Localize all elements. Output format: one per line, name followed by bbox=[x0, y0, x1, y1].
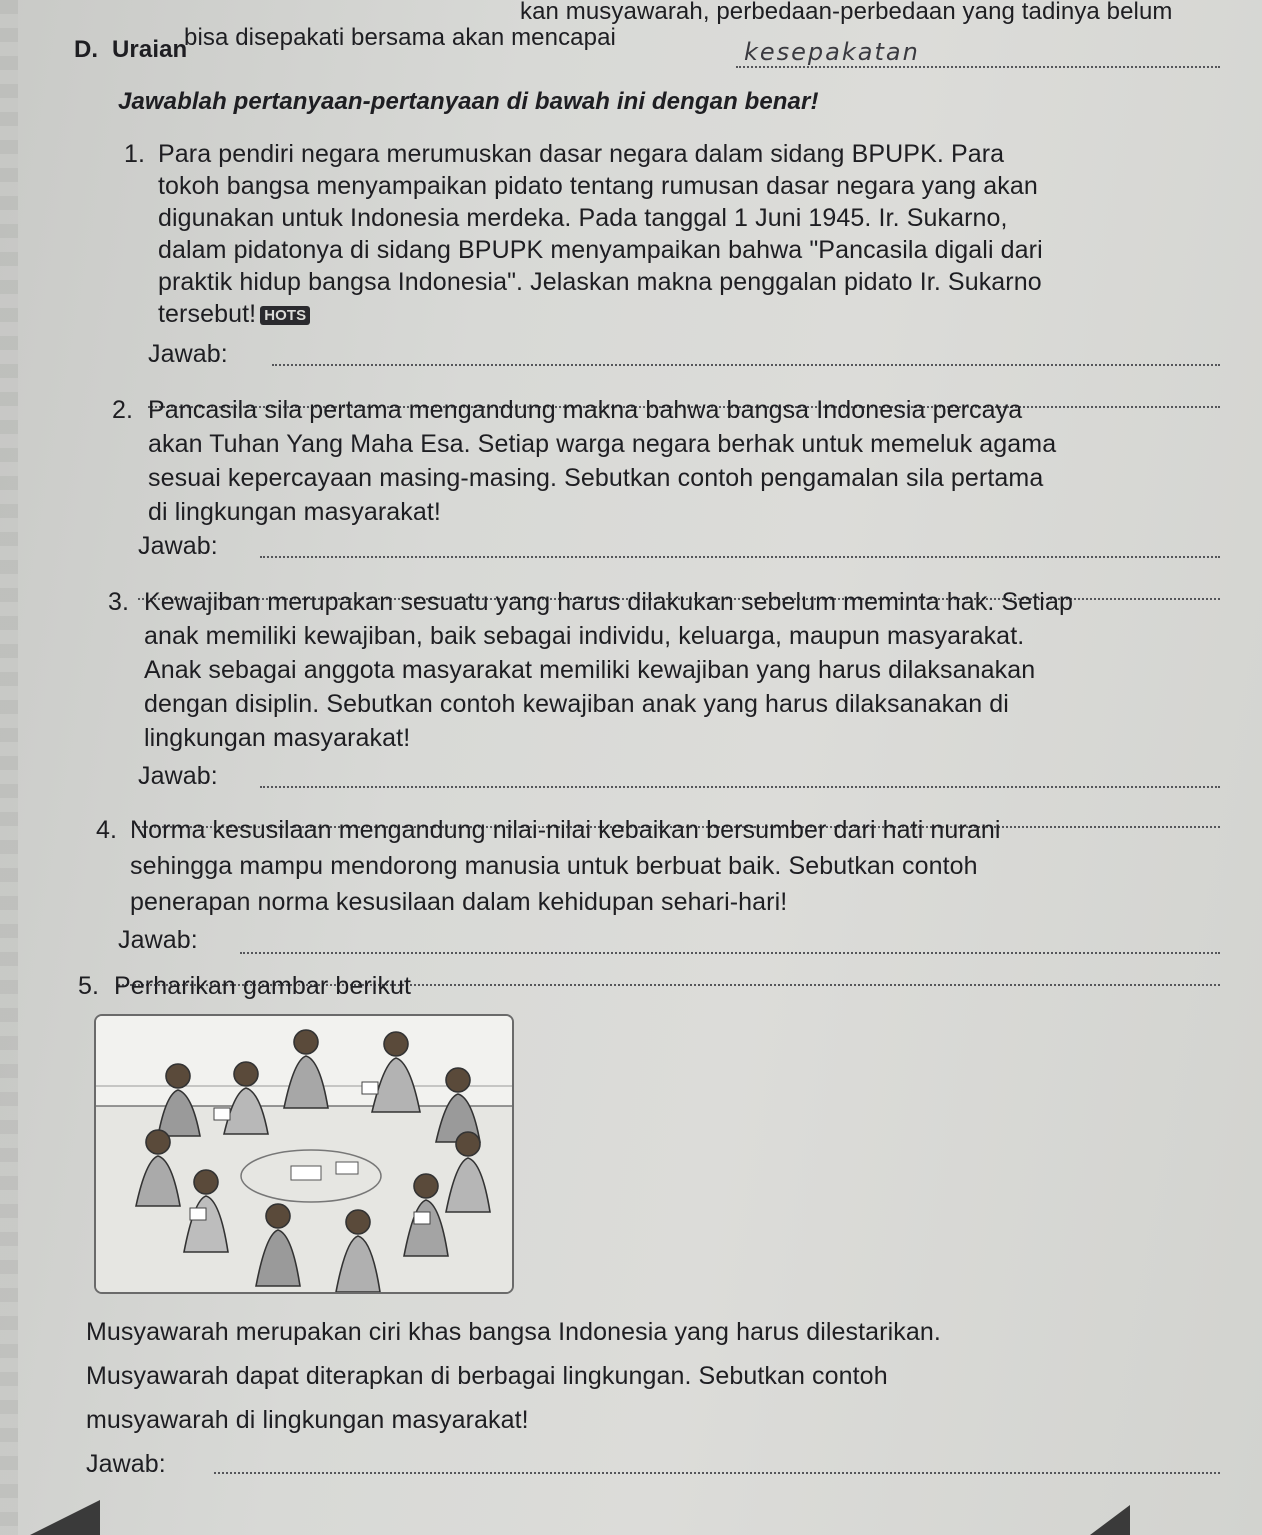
question-5-number: 5. bbox=[78, 972, 100, 1000]
question-1-line: Para pendiri negara merumuskan dasar negara dalam sidang BPUPK. Para bbox=[158, 140, 1005, 168]
question-1-number: 1. bbox=[124, 140, 146, 168]
question-5-after-line: Musyawarah dapat diterapkan di berbagai lingkungan. Sebutkan contoh bbox=[86, 1362, 888, 1390]
answer-line-3[interactable] bbox=[260, 786, 1220, 788]
question-5-after-line: Musyawarah merupakan ciri khas bangsa Indonesia yang harus dilestarikan. bbox=[86, 1318, 941, 1346]
answer-line-4[interactable] bbox=[240, 952, 1220, 954]
question-1-line: dalam pidatonya di sidang BPUPK menyampaikan bahwa "Pancasila digali dari bbox=[158, 236, 1043, 264]
answer-label: Jawab: bbox=[118, 926, 198, 954]
question-4-line: Norma kesusilaan mengandung nilai-nilai kebaikan bersumber dari hati nurani bbox=[130, 816, 1001, 844]
question-1-line: tersebut! bbox=[158, 300, 257, 328]
top-answer-line bbox=[736, 66, 1220, 68]
question-3-line: anak memiliki kewajiban, baik sebagai individu, keluarga, maupun masyarakat. bbox=[144, 622, 1025, 650]
question-2-number: 2. bbox=[112, 396, 134, 424]
question-3-line: Anak sebagai anggota masyarakat memiliki kewajiban yang harus dilaksanakan bbox=[144, 656, 1036, 684]
question-3-line: dengan disiplin. Sebutkan contoh kewajiban anak yang harus dilaksanakan di bbox=[144, 690, 1009, 718]
question-1-line: digunakan untuk Indonesia merdeka. Pada tanggal 1 Juni 1945. Ir. Sukarno, bbox=[158, 204, 1008, 232]
question-2-line: Pancasila sila pertama mengandung makna bahwa bangsa Indonesia percaya bbox=[148, 396, 1023, 424]
question-1-line: praktik hidup bangsa Indonesia". Jelaskan makna penggalan pidato Ir. Sukarno bbox=[158, 268, 1042, 296]
answer-label: Jawab: bbox=[86, 1450, 166, 1478]
question-5-line: Perharikan gambar berikut bbox=[114, 972, 412, 1000]
musyawarah-drawing bbox=[96, 1016, 512, 1292]
question-5-after-line: musyawarah di lingkungan masyarakat! bbox=[86, 1406, 529, 1434]
question-2-line: akan Tuhan Yang Maha Esa. Setiap warga negara berhak untuk memeluk agama bbox=[148, 430, 1057, 458]
hots-badge: HOTS bbox=[260, 306, 310, 325]
answer-label: Jawab: bbox=[138, 532, 218, 560]
question-4-line: penerapan norma kesusilaan dalam kehidupan sehari-hari! bbox=[130, 888, 788, 916]
section-label: D. bbox=[74, 36, 99, 63]
section-instruction: Jawablah pertanyaan-pertanyaan di bawah ini dengan benar! bbox=[118, 88, 819, 115]
musyawarah-illustration bbox=[94, 1014, 514, 1294]
section-title: Uraian bbox=[112, 36, 188, 63]
answer-label: Jawab: bbox=[148, 340, 228, 368]
question-3-number: 3. bbox=[108, 588, 130, 616]
answer-line-5[interactable] bbox=[214, 1472, 1220, 1474]
question-1-line-last bbox=[158, 300, 310, 329]
question-2-line: sesuai kepercayaan masing-masing. Sebutkan contoh pengamalan sila pertama bbox=[148, 464, 1044, 492]
question-3-line: Kewajiban merupakan sesuatu yang harus dilakukan sebelum meminta hak. Setiap bbox=[144, 588, 1073, 616]
top-line-1: kan musyawarah, perbedaan-perbedaan yang tadinya belum bbox=[520, 0, 1173, 25]
answer-label: Jawab: bbox=[138, 762, 218, 790]
page-shadow-right bbox=[1090, 1505, 1130, 1535]
question-4-line: sehingga mampu mendorong manusia untuk berbuat baik. Sebutkan contoh bbox=[130, 852, 978, 880]
answer-line-1[interactable] bbox=[272, 364, 1220, 366]
handwritten-answer: kesepakatan bbox=[744, 38, 920, 66]
page-shadow-left bbox=[30, 1500, 100, 1535]
question-2-line: di lingkungan masyarakat! bbox=[148, 498, 441, 526]
question-1-line: tokoh bangsa menyampaikan pidato tentang rumusan dasar negara yang akan bbox=[158, 172, 1038, 200]
page-binding-edge bbox=[0, 0, 18, 1535]
question-3-line: lingkungan masyarakat! bbox=[144, 724, 411, 752]
answer-line-2[interactable] bbox=[260, 556, 1220, 558]
top-line-2: bisa disepakati bersama akan mencapai bbox=[184, 24, 616, 51]
question-4-number: 4. bbox=[96, 816, 118, 844]
